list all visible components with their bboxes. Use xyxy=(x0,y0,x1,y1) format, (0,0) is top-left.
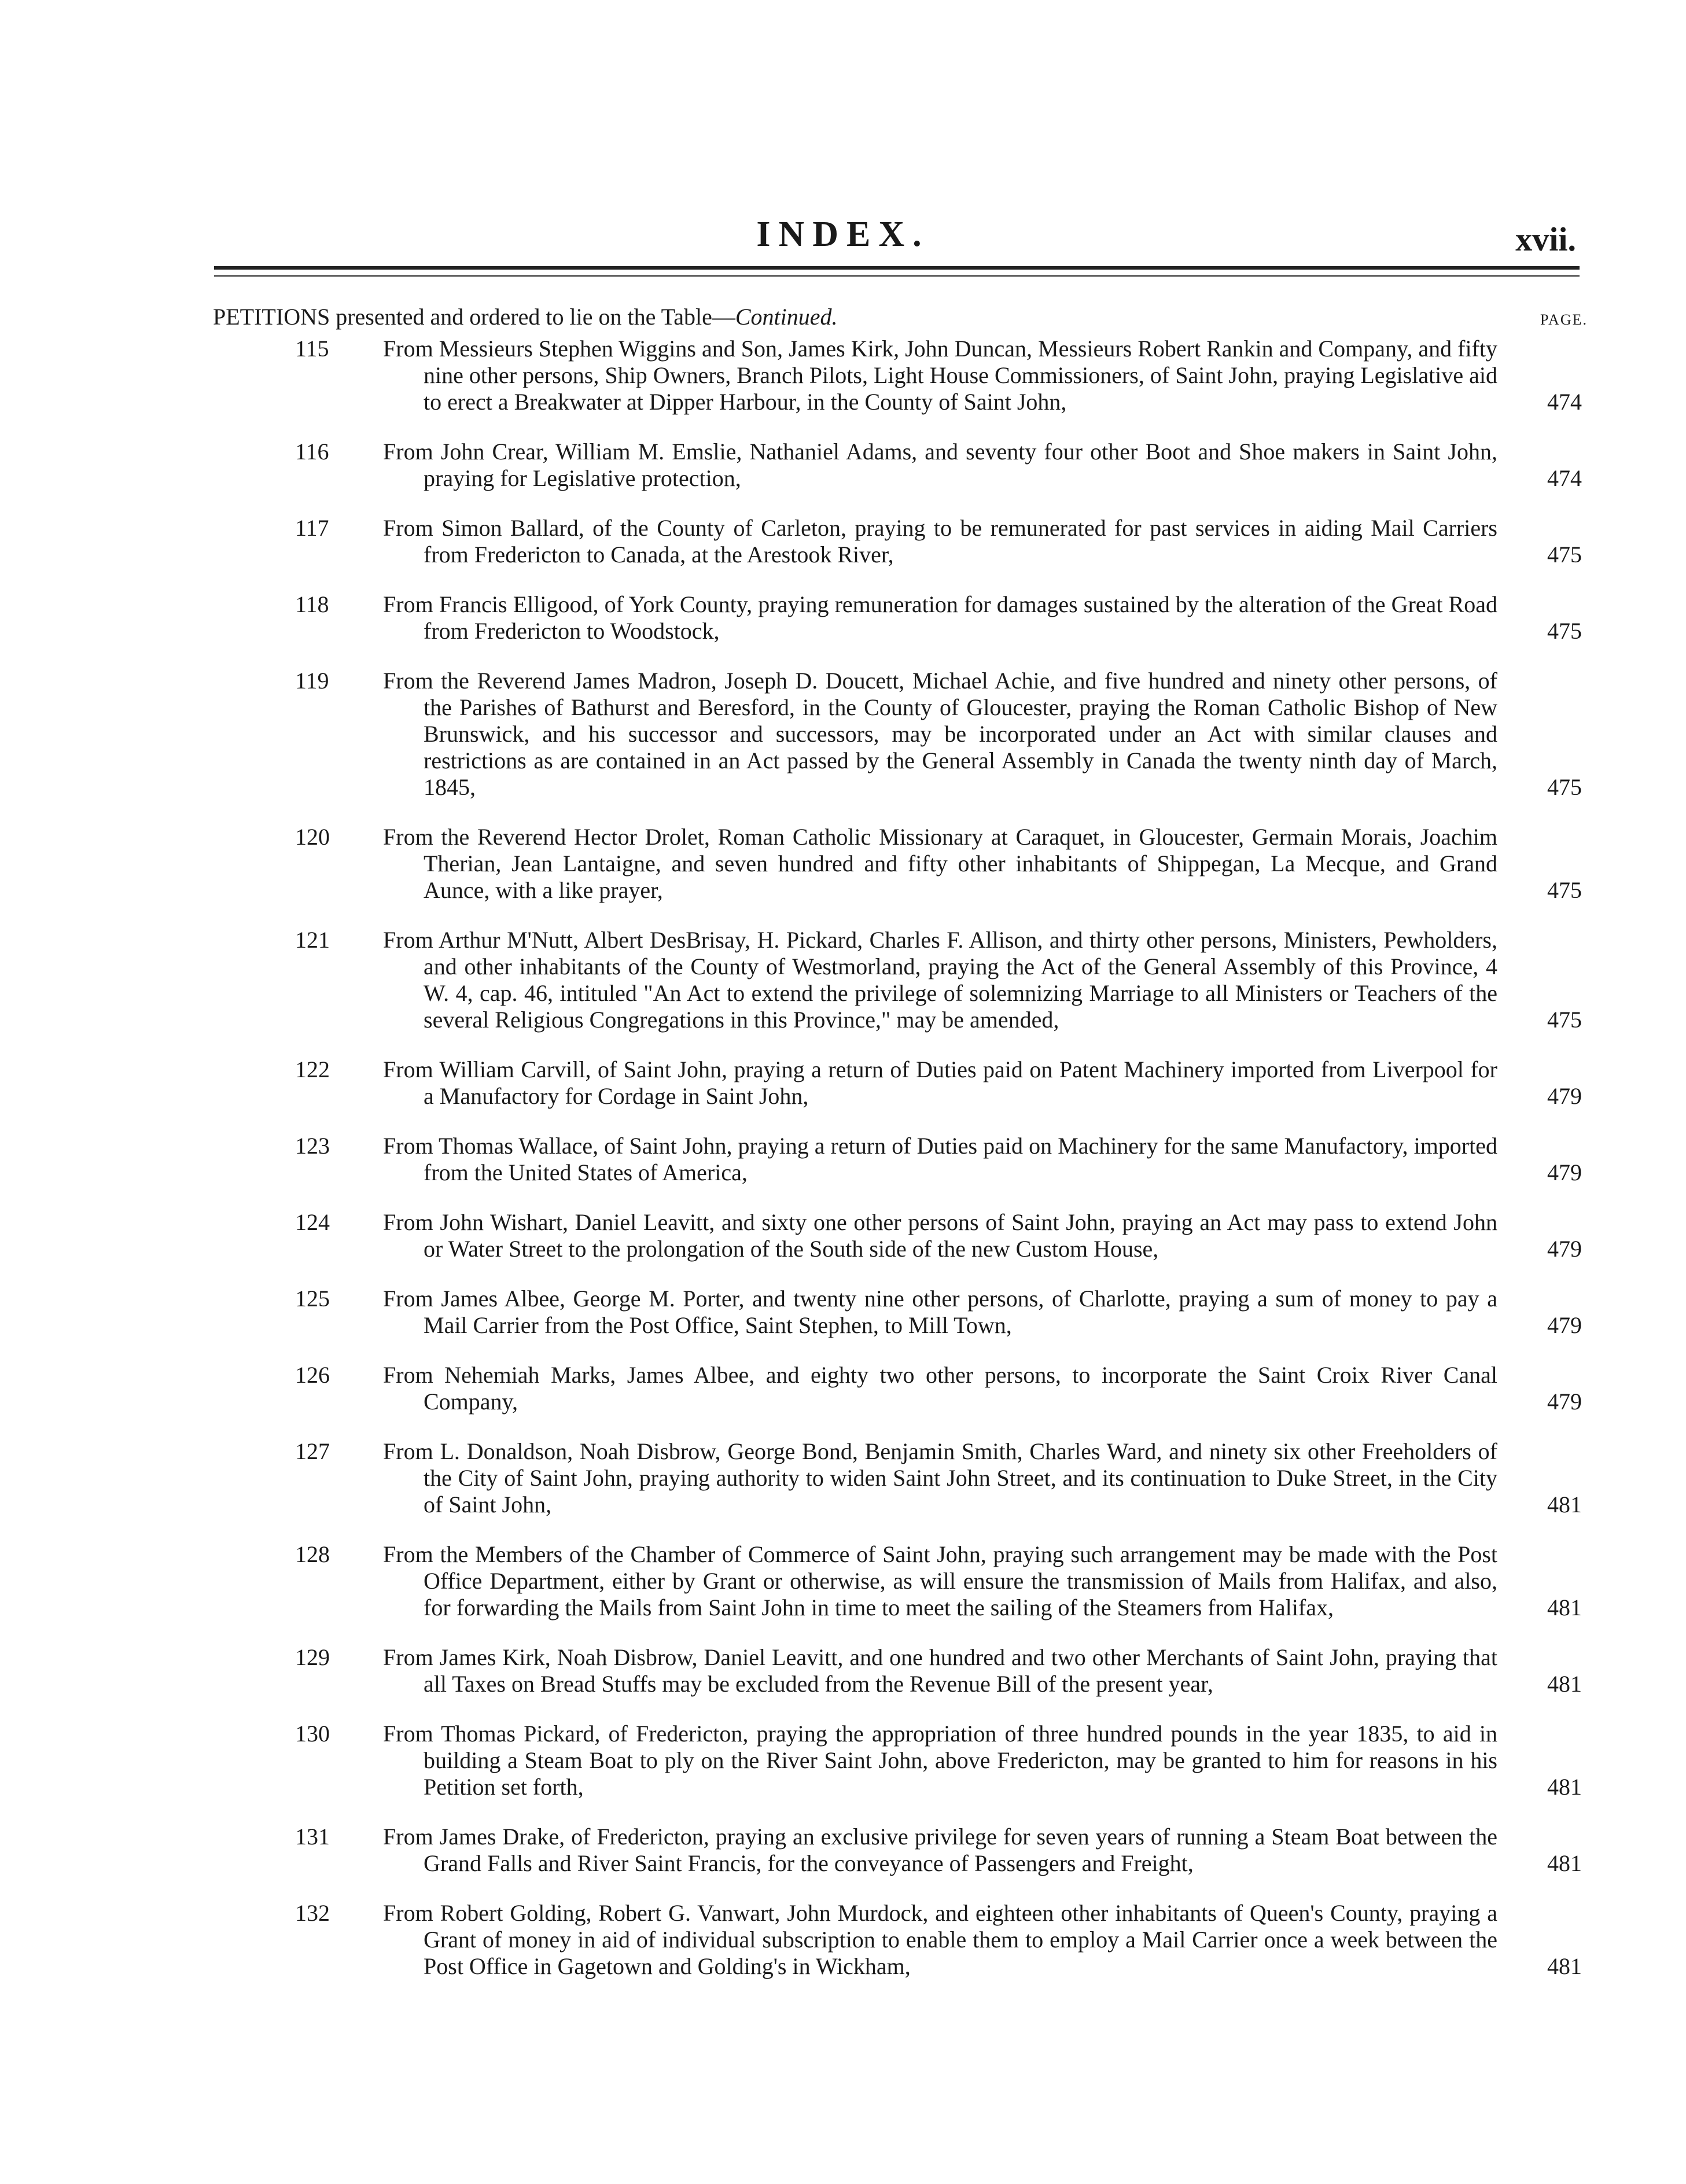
petition-page-ref: 479 xyxy=(1547,1236,1582,1262)
petition-entry xyxy=(0,1209,1686,1262)
petition-number: 116 xyxy=(295,439,329,465)
petition-entry xyxy=(0,1900,1686,1980)
petition-entry xyxy=(0,668,1686,801)
petition-number: 126 xyxy=(295,1362,330,1388)
petition-page-ref: 481 xyxy=(1547,1774,1582,1800)
petition-text: From Thomas Wallace, of Saint John, praying a return of Duties paid on Machinery for the same Manufactory, imported from the United States of America, xyxy=(383,1133,1497,1185)
petition-page-ref: 475 xyxy=(1547,618,1582,644)
petition-text: From the Reverend Hector Drolet, Roman Catholic Missionary at Caraquet, in Gloucester, Germain Morais, Joachim Therian, Jean Lantaigne, and seven hundred and fifty other inhabitants of Shippegan, La Mecque, and Grand Aunce, with a like prayer, xyxy=(383,824,1497,903)
petition-number: 131 xyxy=(295,1824,330,1850)
petition-entry xyxy=(0,927,1686,1033)
petition-entry xyxy=(0,1721,1686,1800)
section-continued: Continued. xyxy=(735,304,838,330)
page-title: INDEX. xyxy=(756,215,930,254)
petition-number: 119 xyxy=(295,668,329,694)
petition-number: 129 xyxy=(295,1644,330,1670)
petition-entry xyxy=(0,336,1686,415)
petition-page-ref: 474 xyxy=(1547,389,1582,415)
petition-page-ref: 481 xyxy=(1547,1594,1582,1620)
petition-text: From Simon Ballard, of the County of Carleton, praying to be remunerated for past services in aiding Mail Carriers from Fredericton to Canada, at the Arestook River, xyxy=(383,515,1497,568)
petition-number: 117 xyxy=(295,515,329,541)
petition-list xyxy=(0,336,1686,2003)
petition-entry xyxy=(0,591,1686,644)
petition-text: From Messieurs Stephen Wiggins and Son, James Kirk, John Duncan, Messieurs Robert Rankin and Company, and fifty nine other persons, Ship Owners, Branch Pilots, Light House Commissioners, of Saint John, praying Legislative aid to erect a Breakwater at Dipper Harbour, in the County of Saint John, xyxy=(383,336,1497,415)
petition-entry xyxy=(0,1362,1686,1415)
petition-page-ref: 481 xyxy=(1547,1671,1582,1697)
petition-page-ref: 475 xyxy=(1547,542,1582,568)
petition-page-ref: 481 xyxy=(1547,1491,1582,1518)
petition-entry xyxy=(0,1644,1686,1697)
page-number: xvii. xyxy=(1515,220,1576,258)
petition-number: 115 xyxy=(295,336,329,362)
petition-page-ref: 479 xyxy=(1547,1389,1582,1415)
petition-page-ref: 479 xyxy=(1547,1083,1582,1109)
petition-text: From Arthur M'Nutt, Albert DesBrisay, H. Pickard, Charles F. Allison, and thirty other persons, Ministers, Pewholders, and other inhabitants of the County of Westmorland, praying the Act of the General Assembly of this Province, 4 W. 4, cap. 46, intituled "An Act to extend the privilege of solemnizing Marriage to all Ministers or Teachers of the several Religious Congregations in this Province," may be amended, xyxy=(383,927,1497,1033)
petition-entry xyxy=(0,1824,1686,1877)
page-column-header: PAGE. xyxy=(1540,311,1588,328)
petition-number: 118 xyxy=(295,591,329,617)
petition-entry xyxy=(0,1438,1686,1518)
petition-text: From Robert Golding, Robert G. Vanwart, John Murdock, and eighteen other inhabitants of Queen's County, praying a Grant of money in aid of individual subscription to enable them to employ a Mail Carrier once a week between the Post Office in Gagetown and Golding's in Wickham, xyxy=(383,1900,1497,1979)
petition-text: From William Carvill, of Saint John, praying a return of Duties paid on Patent Machinery imported from Liverpool for a Manufactory for Cordage in Saint John, xyxy=(383,1056,1497,1109)
petition-text: From Francis Elligood, of York County, praying remuneration for damages sustained by the alteration of the Great Road from Fredericton to Woodstock, xyxy=(383,591,1497,644)
petition-entry xyxy=(0,515,1686,568)
petition-number: 128 xyxy=(295,1541,330,1567)
petition-text: From John Crear, William M. Emslie, Nathaniel Adams, and seventy four other Boot and Shoe makers in Saint John, praying for Legislative protection, xyxy=(383,439,1497,491)
petition-number: 123 xyxy=(295,1133,330,1159)
petition-number: 132 xyxy=(295,1900,330,1926)
petition-text: From Nehemiah Marks, James Albee, and eighty two other persons, to incorporate the Saint Croix River Canal Company, xyxy=(383,1362,1497,1415)
petition-number: 121 xyxy=(295,927,330,953)
petition-text: From James Kirk, Noah Disbrow, Daniel Leavitt, and one hundred and two other Merchants of Saint John, praying that all Taxes on Bread Stuffs may be excluded from the Revenue Bill of the present year, xyxy=(383,1644,1497,1697)
petition-text: From the Members of the Chamber of Commerce of Saint John, praying such arrangement may be made with the Post Office Department, either by Grant or otherwise, as will ensure the transmission of Mails from Halifax, and also, for forwarding the Mails from Saint John in time to meet the sailing of the Steamers from Halifax, xyxy=(383,1541,1497,1620)
petition-entry xyxy=(0,824,1686,904)
petition-text: From Thomas Pickard, of Fredericton, praying the appropriation of three hundred pounds in the year 1835, to aid in building a Steam Boat to ply on the River Saint John, above Fredericton, may be granted to him for reasons in his Petition set forth, xyxy=(383,1721,1497,1800)
petition-number: 125 xyxy=(295,1286,330,1312)
petition-number: 122 xyxy=(295,1056,330,1082)
petition-text: From L. Donaldson, Noah Disbrow, George Bond, Benjamin Smith, Charles Ward, and ninety six other Freeholders of the City of Saint John, praying authority to widen Saint John Street, and its continuation to Duke Street, in the City of Saint John, xyxy=(383,1438,1497,1518)
header-rule-thick xyxy=(214,266,1580,270)
petition-number: 130 xyxy=(295,1721,330,1747)
petition-entry xyxy=(0,1541,1686,1621)
petition-number: 120 xyxy=(295,824,330,850)
petition-text: From James Albee, George M. Porter, and twenty nine other persons, of Charlotte, praying a sum of money to pay a Mail Carrier from the Post Office, Saint Stephen, to Mill Town, xyxy=(383,1286,1497,1338)
header-rule-thin xyxy=(214,275,1580,277)
petition-number: 124 xyxy=(295,1209,330,1235)
petition-page-ref: 481 xyxy=(1547,1850,1582,1876)
petition-page-ref: 479 xyxy=(1547,1159,1582,1185)
petition-entry xyxy=(0,1133,1686,1186)
petition-page-ref: 475 xyxy=(1547,774,1582,800)
section-heading xyxy=(213,302,1580,332)
petition-page-ref: 475 xyxy=(1547,1007,1582,1033)
petition-entry xyxy=(0,1286,1686,1339)
petition-text: From the Reverend James Madron, Joseph D. Doucett, Michael Achie, and five hundred and ninety other persons, of the Parishes of Bathurst and Beresford, in the County of Gloucester, praying the Roman Catholic Bishop of New Brunswick, and his successor and successors, may be incorporated under an Act with similar clauses and restrictions as are contained in an Act passed by the General Assembly in Canada the twenty ninth day of March, 1845, xyxy=(383,668,1497,800)
petition-number: 127 xyxy=(295,1438,330,1464)
petition-text: From John Wishart, Daniel Leavitt, and sixty one other persons of Saint John, praying an Act may pass to extend John or Water Street to the prolongation of the South side of the new Custom House, xyxy=(383,1209,1497,1262)
petition-page-ref: 475 xyxy=(1547,877,1582,903)
petition-entry xyxy=(0,1056,1686,1110)
petition-entry xyxy=(0,439,1686,492)
petition-page-ref: 474 xyxy=(1547,465,1582,491)
petition-page-ref: 479 xyxy=(1547,1312,1582,1338)
section-label: PETITIONS presented and ordered to lie on the Table— xyxy=(213,304,735,330)
petition-text: From James Drake, of Fredericton, praying an exclusive privilege for seven years of running a Steam Boat between the Grand Falls and River Saint Francis, for the conveyance of Passengers and Freight, xyxy=(383,1824,1497,1876)
petition-page-ref: 481 xyxy=(1547,1953,1582,1979)
